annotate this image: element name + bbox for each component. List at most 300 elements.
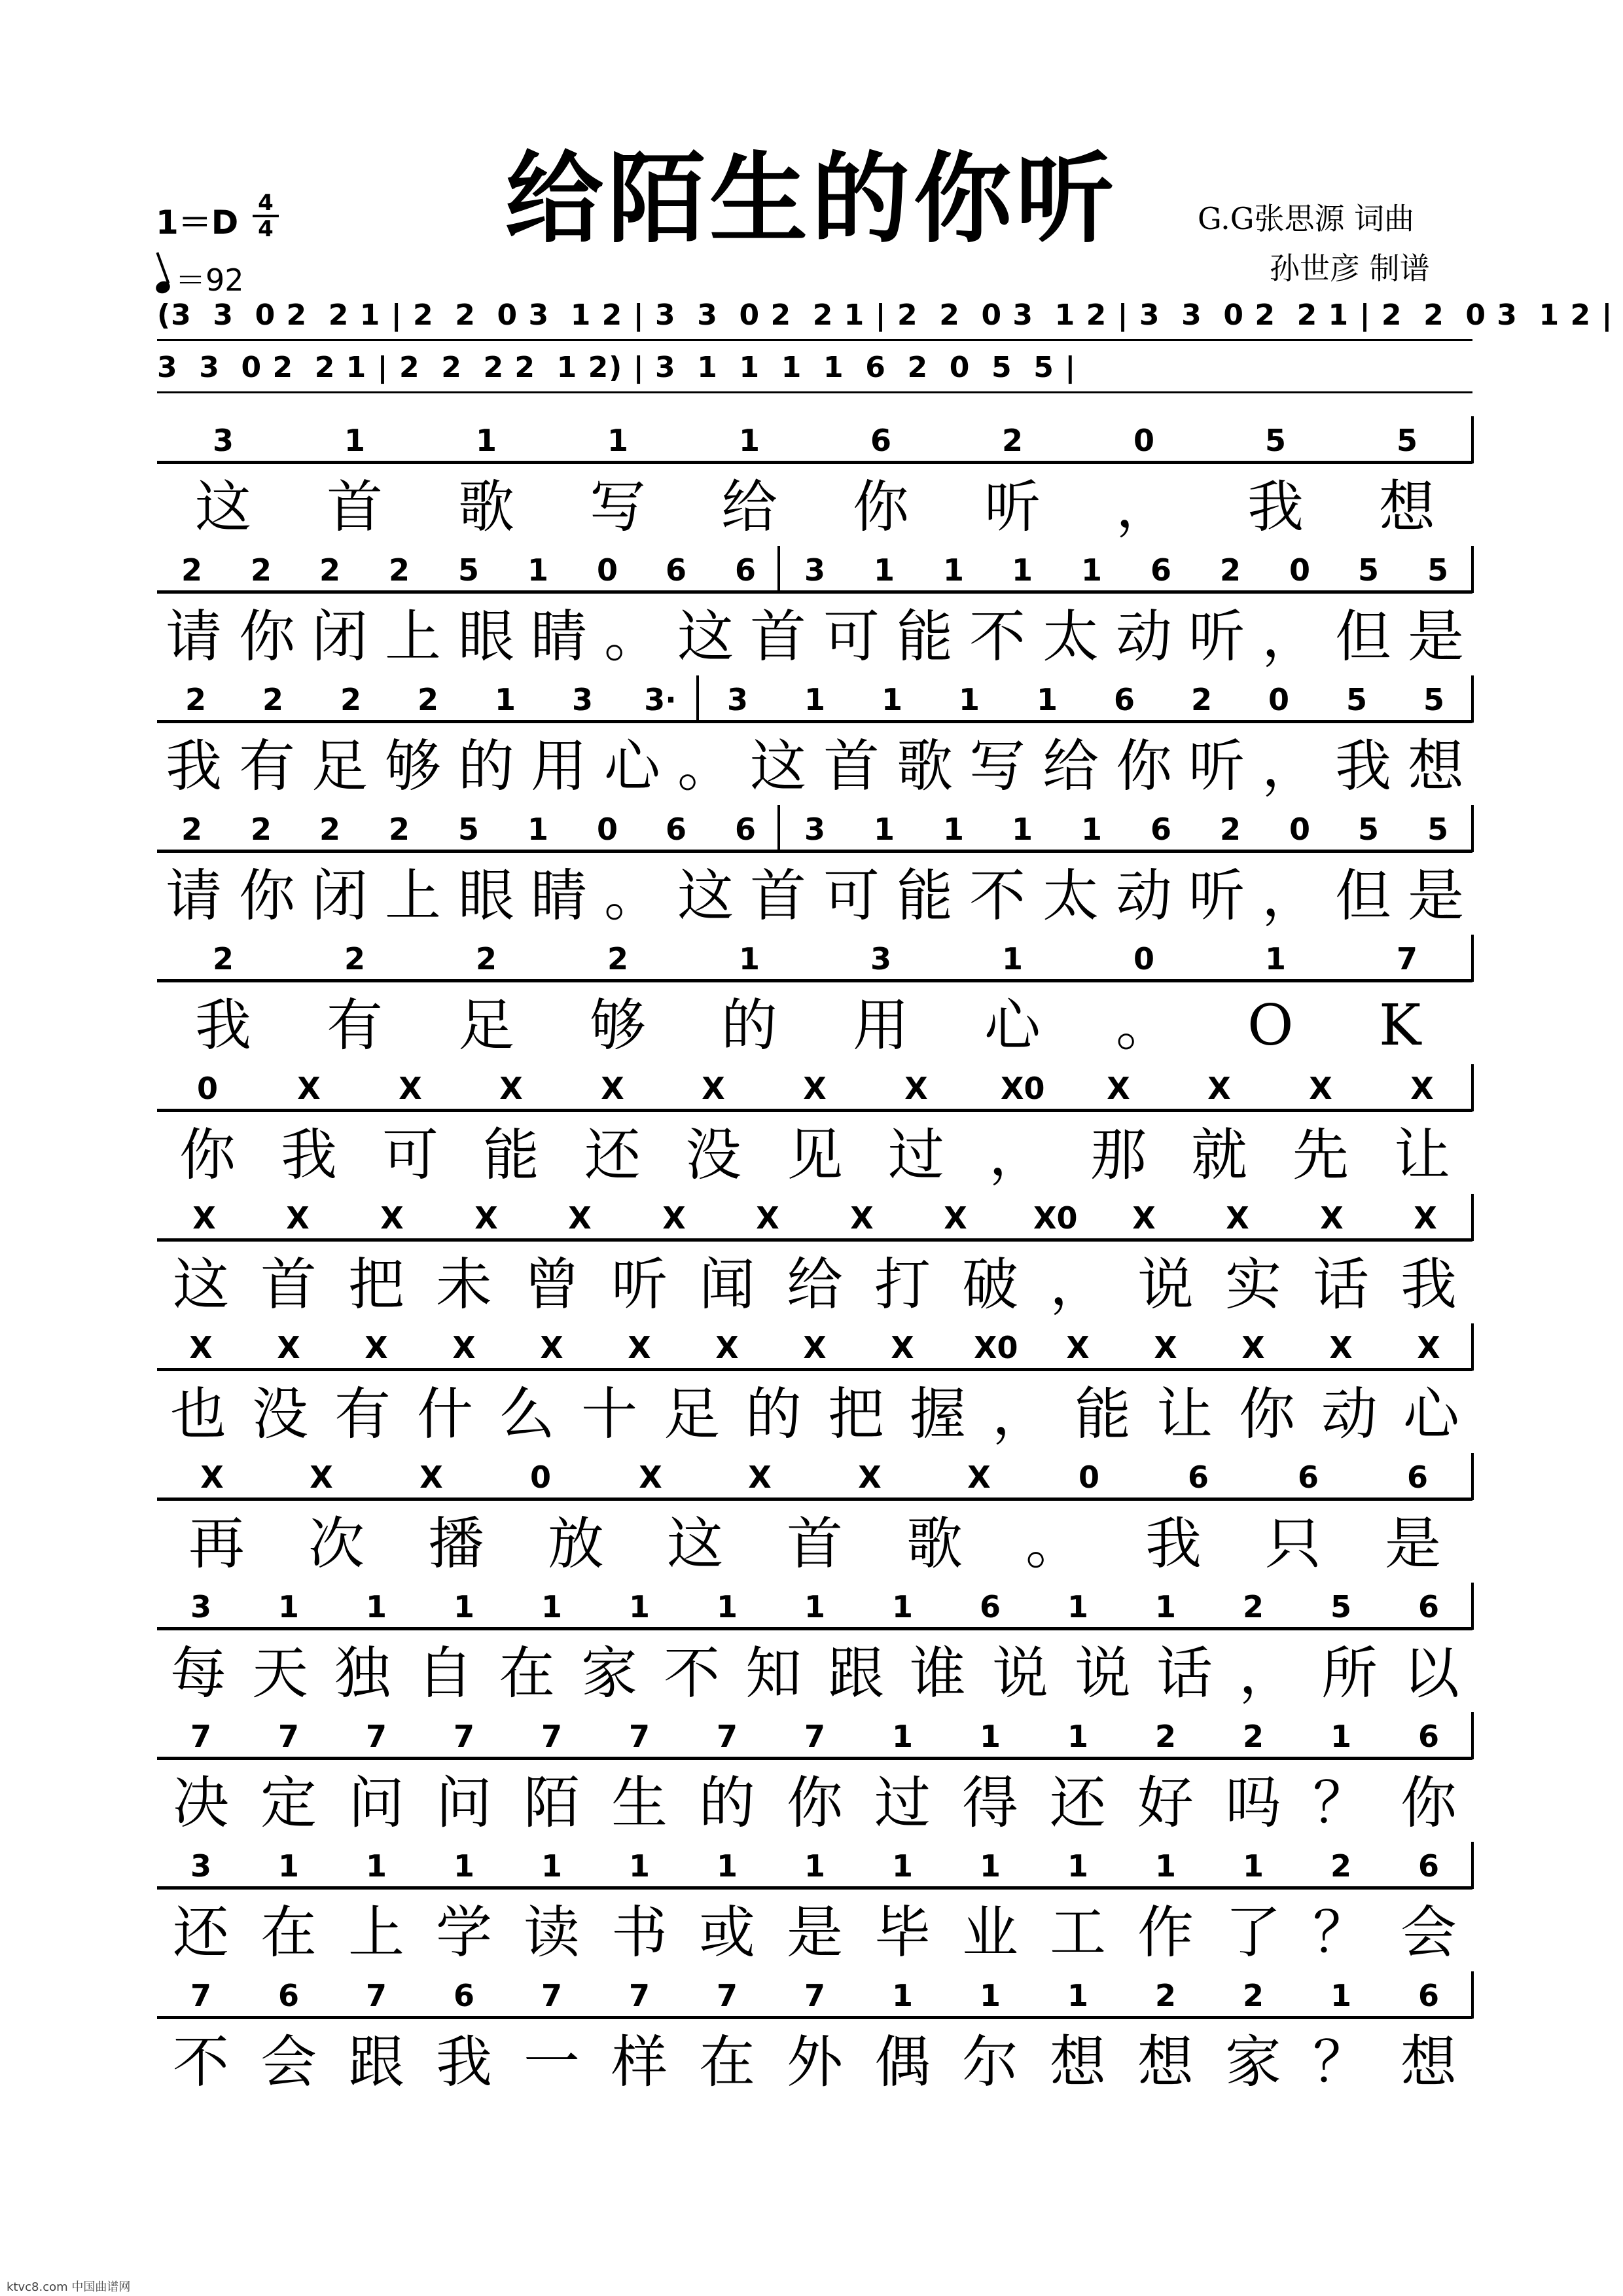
lyric-char: 每 [170, 1641, 226, 1706]
note: 0 [1289, 812, 1310, 847]
lyric-char: 我 [1400, 1252, 1457, 1318]
lyric-char: 你 [1239, 1382, 1295, 1447]
note: X [1226, 1200, 1249, 1236]
note: 1 [541, 1848, 562, 1884]
note: 1 [716, 1589, 738, 1624]
note: 7 [453, 1719, 474, 1754]
time-signature [253, 191, 279, 241]
lyric-char: 作 [1137, 1900, 1194, 1965]
lyric-char: 跟 [828, 1641, 884, 1706]
lyric-char: K [1379, 993, 1421, 1058]
lyric-char: 能 [1075, 1382, 1131, 1447]
note: X0 [1033, 1200, 1078, 1236]
note: 1 [881, 682, 902, 717]
lyric-char: O [1247, 993, 1294, 1058]
note: X [474, 1200, 498, 1236]
lyric-char: 给 [721, 475, 777, 540]
note: 6 [734, 812, 756, 847]
note: X [1207, 1071, 1231, 1106]
lyric-char: 没 [252, 1382, 308, 1447]
note: 7 [1396, 941, 1418, 977]
lyric-char: 自 [417, 1641, 473, 1706]
lyric-char: 动 [1116, 863, 1172, 929]
note: 7 [365, 1978, 387, 2013]
notation-row [157, 1838, 1472, 1897]
beam-line [157, 1368, 1472, 1371]
lyric-char: 所 [1321, 1641, 1378, 1706]
note: 1 [527, 812, 548, 847]
note: 7 [190, 1978, 211, 2013]
note: 2 [1330, 1848, 1351, 1884]
note: 2 [607, 941, 628, 977]
lyric-char: 歌 [897, 734, 953, 799]
notation-row [157, 1060, 1472, 1119]
lyric-char: ？ [1313, 1770, 1369, 1836]
note: 0 [1078, 1460, 1099, 1495]
note: X [850, 1200, 874, 1236]
footer-credit: ktvc8.com 中国曲谱网 [7, 2280, 131, 2294]
note: 2 [1219, 552, 1241, 588]
note: 6 [979, 1589, 1001, 1624]
note: 6 [1418, 1848, 1439, 1884]
note: X [803, 1071, 827, 1106]
barline [777, 805, 780, 852]
lyric-char: 在 [499, 1641, 555, 1706]
lyric-char: 这 [677, 604, 734, 670]
lyric-char: 写 [969, 734, 1026, 799]
lyric-char: 还 [1050, 1770, 1106, 1836]
lyric-char: 听 [611, 1252, 668, 1318]
note: 2 [388, 812, 410, 847]
lyric-char: 生 [611, 1770, 668, 1836]
beam-line [157, 461, 1472, 464]
lyric-char: 写 [590, 475, 646, 540]
note: X [499, 1071, 523, 1106]
note: 1 [804, 682, 825, 717]
note: 2 [1219, 812, 1241, 847]
note: 1 [979, 1848, 1001, 1884]
note: 2 [1001, 423, 1023, 458]
lyric-char: 在 [260, 1900, 317, 1965]
note: X [200, 1460, 224, 1495]
key-signature: 1＝D [156, 204, 239, 242]
lyric-char: 这 [750, 734, 806, 799]
lyric-char: 睛 [531, 604, 587, 670]
note: 6 [1150, 812, 1171, 847]
note: X [639, 1460, 662, 1495]
lyric-char: 再 [188, 1511, 245, 1577]
lyric-char: 太 [1043, 604, 1099, 670]
note: 7 [628, 1978, 650, 2013]
note: X [1154, 1330, 1177, 1365]
lyric-char: 见 [787, 1122, 843, 1188]
lyric-char: 可 [823, 604, 880, 670]
note: 2 [250, 552, 272, 588]
lyric-char: 首 [787, 1511, 843, 1577]
lyric-char: 过 [874, 1770, 931, 1836]
lyric-char: 未 [436, 1252, 492, 1318]
note: 5 [1357, 552, 1379, 588]
lyric-char: 心 [1403, 1382, 1459, 1447]
lyric-char: 的 [721, 993, 777, 1058]
lyric-char: 跟 [348, 2030, 404, 2095]
lyric-char: 十 [581, 1382, 637, 1447]
note: 1 [891, 1589, 913, 1624]
lyric-char: 家 [581, 1641, 637, 1706]
note: 5 [1396, 423, 1418, 458]
note: X [858, 1460, 882, 1495]
note: X [452, 1330, 476, 1365]
lyric-char: 给 [1043, 734, 1099, 799]
lyric-char: 毕 [874, 1900, 931, 1965]
note: 3 [571, 682, 593, 717]
note: 0 [196, 1071, 218, 1106]
note: 1 [344, 423, 365, 458]
note: 3· [644, 682, 677, 717]
lyricist-composer: G.G张思源 词曲 [1198, 201, 1415, 236]
note: 0 [1289, 552, 1310, 588]
lyric-char: 动 [1321, 1382, 1378, 1447]
note: 3 [804, 812, 825, 847]
note: 6 [665, 552, 687, 588]
lyric-char: 想 [1137, 2030, 1194, 2095]
note: X [286, 1200, 310, 1236]
notation-row [157, 1708, 1472, 1767]
lyric-char: 够 [385, 734, 441, 799]
notation-row [157, 1449, 1472, 1508]
lyric-char: 不 [664, 1641, 720, 1706]
lyric-char: 什 [417, 1382, 473, 1447]
note: 2 [262, 682, 283, 717]
note: X [967, 1460, 991, 1495]
note: X [297, 1071, 321, 1106]
note: 2 [319, 552, 340, 588]
lyric-char: 话 [1156, 1641, 1213, 1706]
lyric-char: 你 [1116, 734, 1172, 799]
note: X [1417, 1330, 1440, 1365]
note: 2 [181, 812, 202, 847]
note: 5 [1346, 682, 1367, 717]
note: 1 [804, 1848, 825, 1884]
note: 1 [1264, 941, 1286, 977]
lyric-char: 可 [823, 863, 880, 929]
lyric-char: 样 [611, 2030, 668, 2095]
note: X [189, 1330, 213, 1365]
note: 1 [453, 1848, 474, 1884]
lyric-char: 闭 [312, 863, 368, 929]
note: 1 [942, 812, 964, 847]
note: 0 [529, 1460, 551, 1495]
barline [1471, 546, 1474, 593]
note: 1 [527, 552, 548, 588]
lyric-char: 能 [897, 604, 953, 670]
lyric-char: 我 [195, 993, 251, 1058]
note: 5 [457, 552, 479, 588]
barline [1471, 675, 1474, 723]
note: 0 [1133, 423, 1154, 458]
beam-line [157, 1627, 1472, 1630]
lyric-char: 听 [1188, 863, 1245, 929]
note: 2 [388, 552, 410, 588]
note: 2 [475, 941, 497, 977]
note: X [756, 1200, 779, 1236]
lyric-char: 可 [382, 1122, 438, 1188]
note: 3 [190, 1848, 211, 1884]
lyric-char: 听 [1188, 604, 1245, 670]
lyric-char: 太 [1043, 863, 1099, 929]
note: X [1241, 1330, 1265, 1365]
lyric-char: 陌 [524, 1770, 580, 1836]
beam-line [157, 1757, 1472, 1760]
lyric-char: 首 [327, 475, 383, 540]
note: X [310, 1460, 333, 1495]
lyric-char: 过 [888, 1122, 944, 1188]
lyric-char: 家 [1225, 2030, 1281, 2095]
note: 1 [891, 1719, 913, 1754]
lyric-char: 一 [524, 2030, 580, 2095]
lyric-char: 足 [312, 734, 368, 799]
lyric-char: ， [1262, 863, 1318, 929]
notation-row [157, 1967, 1472, 2026]
barline [1471, 805, 1474, 852]
lyric-char: 用 [531, 734, 587, 799]
lyric-char: 你 [787, 1770, 843, 1836]
lyric-char: ， [1239, 1641, 1295, 1706]
lyric-char: 能 [483, 1122, 539, 1188]
note: X [1410, 1071, 1434, 1106]
lyric-char: 足 [664, 1382, 720, 1447]
lyric-char: 你 [179, 1122, 236, 1188]
note: 1 [453, 1589, 474, 1624]
note: 1 [1330, 1719, 1351, 1754]
note: X [748, 1460, 772, 1495]
lyric-char: 是 [1408, 604, 1464, 670]
lyric-char: 决 [173, 1770, 229, 1836]
lyric-char: 谁 [910, 1641, 966, 1706]
note: 2 [1242, 1589, 1264, 1624]
note: 2 [1242, 1719, 1264, 1754]
beam-line [157, 1886, 1472, 1890]
lyric-char: 。 [604, 604, 660, 670]
lyric-char: 读 [524, 1900, 580, 1965]
note: 5 [457, 812, 479, 847]
note: 1 [891, 1978, 913, 2013]
note: 7 [628, 1719, 650, 1754]
note: X [601, 1071, 624, 1106]
lyric-char: 闭 [312, 604, 368, 670]
lyric-char: 天 [252, 1641, 308, 1706]
lyric-char: 我 [1247, 475, 1304, 540]
note: X [1320, 1200, 1344, 1236]
note: 6 [1297, 1460, 1319, 1495]
lyric-char: 破 [962, 1252, 1018, 1318]
lyric-char: 上 [385, 863, 441, 929]
note: 6 [453, 1978, 474, 2013]
lyric-char: 问 [348, 1770, 404, 1836]
lyric-char: ， [1262, 604, 1318, 670]
lyric-char: 请 [166, 604, 222, 670]
lyric-char: 让 [1156, 1382, 1213, 1447]
lyric-char: 知 [745, 1641, 802, 1706]
note: 0 [596, 812, 618, 847]
lyric-char: 得 [962, 1770, 1018, 1836]
note: X [891, 1330, 914, 1365]
note: X [1132, 1200, 1156, 1236]
lyric-char: 我 [436, 2030, 492, 2095]
lyric-char: 我 [1335, 734, 1391, 799]
lyric-char: 你 [1400, 1770, 1457, 1836]
lyric-char: 播 [428, 1511, 484, 1577]
lyric-char: 首 [750, 604, 806, 670]
barline [1471, 1194, 1474, 1241]
note: 1 [1080, 812, 1102, 847]
note: 1 [873, 812, 895, 847]
note: 5 [1423, 682, 1444, 717]
note: X [192, 1200, 216, 1236]
note: 1 [891, 1848, 913, 1884]
note: 1 [1080, 552, 1102, 588]
lyric-char: ， [989, 1122, 1045, 1188]
lyric-char: 不 [969, 604, 1026, 670]
note: 0 [1133, 941, 1154, 977]
note: 1 [1011, 812, 1033, 847]
barline [1471, 1583, 1474, 1630]
beam-line [157, 391, 1472, 393]
lyric-char: 听 [1188, 734, 1245, 799]
notation-row [157, 1579, 1472, 1638]
lyric-char: 实 [1225, 1252, 1281, 1318]
note: 1 [1067, 1719, 1088, 1754]
barline [696, 675, 699, 723]
note: 6 [870, 423, 891, 458]
lyric-char: 上 [348, 1900, 404, 1965]
lyric-char: 首 [823, 734, 880, 799]
lyric-char: 。 [1026, 1511, 1082, 1577]
lyric-char: 睛 [531, 863, 587, 929]
lyric-char: 这 [677, 863, 734, 929]
note: X [365, 1330, 388, 1365]
note: 6 [1406, 1460, 1428, 1495]
note: 2 [212, 941, 234, 977]
note: 2 [319, 812, 340, 847]
lyric-char: 问 [436, 1770, 492, 1836]
note: 6 [734, 552, 756, 588]
lyric-char: 放 [548, 1511, 604, 1577]
lyric-char: ， [992, 1382, 1048, 1447]
notation-row [157, 1319, 1472, 1378]
note: 3 [726, 682, 748, 717]
note: 1 [607, 423, 628, 458]
note: 1 [979, 1978, 1001, 2013]
lyric-char: 会 [1400, 1900, 1457, 1965]
note: 6 [1187, 1460, 1209, 1495]
note: X [944, 1200, 967, 1236]
note: 2 [185, 682, 206, 717]
note: 1 [738, 423, 760, 458]
notation-row [157, 412, 1472, 471]
lyric-char: 学 [436, 1900, 492, 1965]
lyric-char: 够 [590, 993, 646, 1058]
note: 7 [277, 1719, 299, 1754]
lyric-char: 的 [745, 1382, 802, 1447]
lyric-char: 次 [308, 1511, 365, 1577]
lyric-char: ， [1116, 475, 1172, 540]
note: 2 [1242, 1978, 1264, 2013]
lyric-char: 你 [853, 475, 909, 540]
note: 3 [870, 941, 891, 977]
lyric-char: 歌 [906, 1511, 963, 1577]
lyric-char: 足 [458, 993, 514, 1058]
lyric-char: 定 [260, 1770, 317, 1836]
arranger: 孙世彦 制谱 [1270, 251, 1430, 286]
note: 1 [1036, 682, 1058, 717]
note: 2 [1190, 682, 1212, 717]
lyric-char: 只 [1265, 1511, 1321, 1577]
lyric-char: ， [1050, 1252, 1106, 1318]
lyric-char: 还 [584, 1122, 641, 1188]
note: X [1107, 1071, 1130, 1106]
note: X0 [974, 1330, 1018, 1365]
note: 1 [716, 1848, 738, 1884]
note: X [628, 1330, 651, 1365]
lyric-char: 是 [1385, 1511, 1441, 1577]
note: X [1414, 1200, 1437, 1236]
note: 1 [804, 1589, 825, 1624]
lyric-char: 眼 [458, 604, 514, 670]
lyric-char: 歌 [458, 475, 514, 540]
barline [1471, 1064, 1474, 1111]
note: 6 [1418, 1589, 1439, 1624]
note: 1 [1067, 1978, 1088, 2013]
barline [1471, 1453, 1474, 1500]
note: X [399, 1071, 422, 1106]
note: X [803, 1330, 827, 1365]
barline [1471, 1842, 1474, 1889]
song-title: 给陌生的你听 [505, 143, 1118, 257]
lyric-char: 你 [239, 863, 295, 929]
lyric-char: 用 [853, 993, 909, 1058]
lyric-char: 也 [170, 1382, 226, 1447]
lyric-char: 会 [260, 2030, 317, 2095]
note: 3 [190, 1589, 211, 1624]
note: 1 [277, 1848, 299, 1884]
note: 1 [1330, 1978, 1351, 2013]
lyric-char: 不 [969, 863, 1026, 929]
lyric-char: 我 [166, 734, 222, 799]
note: 1 [979, 1719, 1001, 1754]
intro-notes: 3 3 0 2 2 1 | 2 2 2 2 1 2) | 3 1 1 1 1 6 2 0 5 5 | [157, 351, 1077, 384]
lyric-char: 请 [166, 863, 222, 929]
note: X [702, 1071, 725, 1106]
barline [1471, 1971, 1474, 2018]
note: X0 [1001, 1071, 1045, 1106]
note: 1 [1154, 1848, 1176, 1884]
lyric-char: 外 [787, 2030, 843, 2095]
note: 0 [596, 552, 618, 588]
note: 5 [1330, 1589, 1351, 1624]
barline [1471, 1712, 1474, 1759]
lyric-char: 没 [685, 1122, 741, 1188]
note: X [1309, 1071, 1332, 1106]
lyric-char: 。 [677, 734, 734, 799]
lyric-char: 想 [1050, 2030, 1106, 2095]
lyric-char: 但 [1335, 863, 1391, 929]
lyric-char: 书 [611, 1900, 668, 1965]
beam-line [157, 1238, 1472, 1242]
note: 5 [1264, 423, 1286, 458]
note: 7 [541, 1978, 562, 2013]
lyric-char: 那 [1090, 1122, 1147, 1188]
